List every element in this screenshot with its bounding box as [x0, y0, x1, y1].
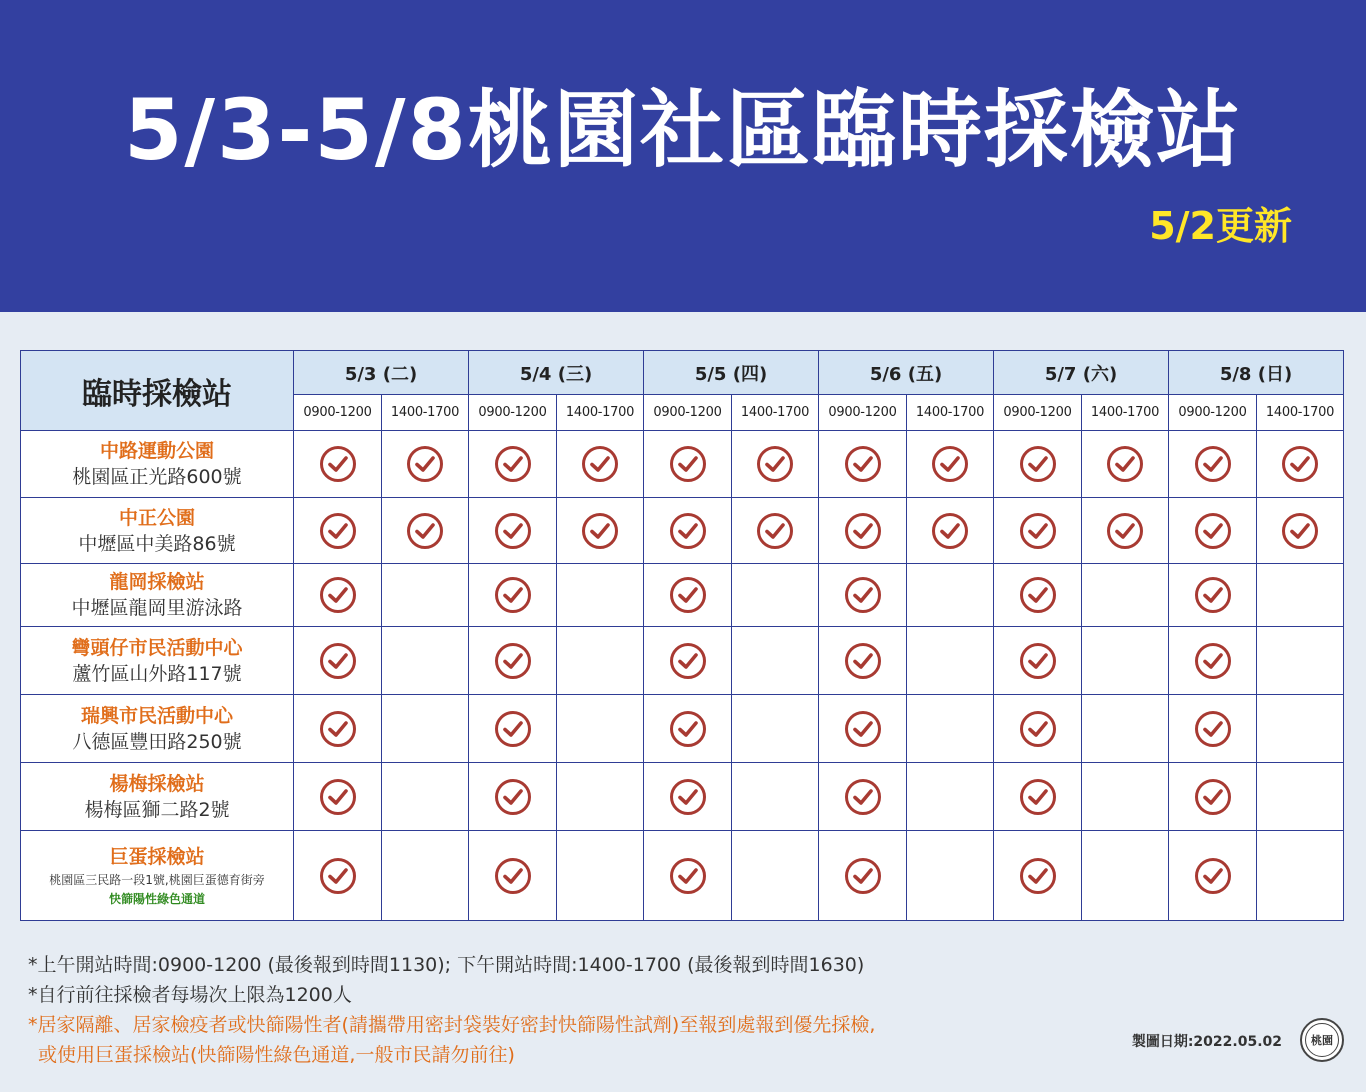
slot-cell-empty	[732, 627, 819, 695]
slot-cell-open	[819, 695, 907, 763]
station-row	[21, 695, 1344, 763]
slot-cell-open	[1257, 431, 1344, 498]
slot-cell-empty	[1257, 831, 1344, 921]
slot-cell-open	[557, 431, 644, 498]
slot-cell-empty	[732, 695, 819, 763]
day-header: 5/5 (四)	[644, 351, 819, 395]
station-column-header: 臨時採檢站	[21, 351, 294, 431]
slot-cell-open	[294, 695, 382, 763]
day-header: 5/8 (日)	[1169, 351, 1344, 395]
slot-cell-empty	[557, 695, 644, 763]
slot-cell-open	[819, 763, 907, 831]
station-name: 中路運動公園	[99, 440, 214, 462]
slot-cell-empty	[1257, 695, 1344, 763]
check-circle-icon	[319, 445, 357, 483]
check-circle-icon	[494, 857, 532, 895]
check-circle-icon	[494, 710, 532, 748]
slot-cell-empty	[557, 564, 644, 627]
slot-cell-empty	[1082, 831, 1169, 921]
slot-header-afternoon: 1400-1700	[382, 395, 469, 431]
slot-cell-open	[732, 498, 819, 564]
check-circle-icon	[1019, 778, 1057, 816]
check-circle-icon	[581, 445, 619, 483]
station-row	[21, 498, 1344, 564]
station-row	[21, 431, 1344, 498]
station-address: 楊梅區獅二路2號	[84, 798, 230, 821]
slot-cell-open	[732, 431, 819, 498]
slot-cell-empty	[732, 763, 819, 831]
station-cell	[21, 831, 294, 921]
check-circle-icon	[319, 642, 357, 680]
check-circle-icon	[669, 512, 707, 550]
slot-cell-open	[994, 627, 1082, 695]
station-address: 中壢區中美路86號	[78, 532, 236, 555]
slot-cell-open	[644, 564, 732, 627]
slot-cell-open	[819, 564, 907, 627]
station-name: 楊梅採檢站	[109, 772, 205, 795]
slot-cell-open	[644, 431, 732, 498]
note-green-channel: 或使用巨蛋採檢站(快篩陽性綠色通道,一般市民請勿前往)	[38, 1044, 515, 1066]
check-circle-icon	[1194, 512, 1232, 550]
slot-header-morning: 0900-1200	[644, 395, 732, 431]
slot-cell-empty	[382, 763, 469, 831]
station-cell	[21, 498, 294, 564]
slot-header-afternoon: 1400-1700	[732, 395, 819, 431]
station-row	[21, 763, 1344, 831]
slot-cell-open	[1169, 627, 1257, 695]
slot-header-morning: 0900-1200	[294, 395, 382, 431]
slot-cell-open	[294, 431, 382, 498]
check-circle-icon	[844, 445, 882, 483]
slot-cell-open	[994, 431, 1082, 498]
station-name: 中正公園	[118, 506, 195, 529]
station-address: 桃園區三民路一段1號,桃園巨蛋德育街旁	[49, 872, 265, 887]
day-header: 5/3 (二)	[294, 351, 469, 395]
slot-cell-open	[819, 627, 907, 695]
check-circle-icon	[406, 445, 444, 483]
slot-cell-empty	[382, 627, 469, 695]
check-circle-icon	[844, 857, 882, 895]
station-name: 彎頭仔市民活動中心	[71, 636, 243, 659]
check-circle-icon	[1194, 857, 1232, 895]
check-circle-icon	[931, 512, 969, 550]
check-circle-icon	[1106, 445, 1144, 483]
slot-cell-empty	[557, 763, 644, 831]
check-circle-icon	[1019, 642, 1057, 680]
slot-cell-open	[1169, 564, 1257, 627]
check-circle-icon	[319, 512, 357, 550]
slot-cell-open	[1082, 431, 1169, 498]
check-circle-icon	[756, 512, 794, 550]
slot-cell-open	[557, 498, 644, 564]
station-address: 蘆竹區山外路117號	[72, 662, 242, 685]
slot-cell-open	[994, 763, 1082, 831]
slot-cell-open	[644, 763, 732, 831]
slot-cell-open	[469, 831, 557, 921]
check-circle-icon	[1194, 778, 1232, 816]
slot-cell-open	[294, 831, 382, 921]
slot-header-afternoon: 1400-1700	[907, 395, 994, 431]
check-circle-icon	[494, 445, 532, 483]
check-circle-icon	[844, 710, 882, 748]
slot-cell-open	[1257, 498, 1344, 564]
check-circle-icon	[1194, 445, 1232, 483]
station-row	[21, 627, 1344, 695]
slot-cell-empty	[732, 831, 819, 921]
station-name: 龍岡採檢站	[109, 571, 205, 593]
check-circle-icon	[756, 445, 794, 483]
slot-cell-open	[644, 627, 732, 695]
check-circle-icon	[669, 710, 707, 748]
note-hours: *上午開站時間:0900-1200 (最後報到時間1130); 下午開站時間:1400-1700 (最後報到時間1630)	[28, 954, 865, 976]
slot-cell-open	[294, 498, 382, 564]
check-circle-icon	[844, 778, 882, 816]
slot-cell-open	[469, 627, 557, 695]
check-circle-icon	[844, 576, 882, 614]
check-circle-icon	[1019, 445, 1057, 483]
check-circle-icon	[669, 445, 707, 483]
note-capacity: *自行前往採檢者每場次上限為1200人	[28, 984, 352, 1006]
slot-cell-empty	[382, 564, 469, 627]
slot-cell-open	[644, 498, 732, 564]
slot-cell-open	[469, 498, 557, 564]
slot-cell-empty	[1082, 627, 1169, 695]
check-circle-icon	[319, 576, 357, 614]
check-circle-icon	[1019, 576, 1057, 614]
check-circle-icon	[931, 445, 969, 483]
logo-text: 桃園	[1311, 1034, 1333, 1047]
station-address: 桃園區正光路600號	[72, 466, 242, 488]
station-cell	[21, 763, 294, 831]
slot-cell-empty	[382, 831, 469, 921]
station-cell	[21, 695, 294, 763]
station-note: 快篩陽性綠色通道	[108, 891, 205, 906]
slot-cell-open	[469, 564, 557, 627]
slot-cell-open	[382, 498, 469, 564]
slot-cell-empty	[557, 831, 644, 921]
slot-cell-open	[1082, 498, 1169, 564]
slot-header-afternoon: 1400-1700	[1082, 395, 1169, 431]
slot-cell-open	[819, 498, 907, 564]
slot-header-morning: 0900-1200	[819, 395, 907, 431]
day-header: 5/7 (六)	[994, 351, 1169, 395]
slot-cell-open	[994, 498, 1082, 564]
slot-cell-open	[994, 831, 1082, 921]
check-circle-icon	[1194, 710, 1232, 748]
slot-cell-open	[294, 627, 382, 695]
check-circle-icon	[494, 512, 532, 550]
station-row	[21, 564, 1344, 627]
check-circle-icon	[1194, 576, 1232, 614]
station-rows	[21, 431, 1344, 921]
page-title: 5/3-5/8桃園社區臨時採檢站	[123, 81, 1242, 179]
slot-cell-open	[1169, 431, 1257, 498]
slot-cell-open	[907, 431, 994, 498]
slot-cell-open	[994, 564, 1082, 627]
check-circle-icon	[319, 778, 357, 816]
slot-cell-open	[907, 498, 994, 564]
station-address: 八德區豐田路250號	[72, 730, 242, 753]
slot-cell-open	[469, 431, 557, 498]
day-header: 5/6 (五)	[819, 351, 994, 395]
day-header-row	[21, 351, 1344, 395]
check-circle-icon	[494, 778, 532, 816]
update-badge: 5/2更新	[1149, 204, 1292, 248]
slot-cell-open	[382, 431, 469, 498]
check-circle-icon	[581, 512, 619, 550]
check-circle-icon	[669, 778, 707, 816]
slot-cell-open	[469, 695, 557, 763]
slot-header-morning: 0900-1200	[994, 395, 1082, 431]
check-circle-icon	[1019, 710, 1057, 748]
slot-cell-empty	[382, 695, 469, 763]
slot-cell-empty	[557, 627, 644, 695]
station-address: 中壢區龍岡里游泳路	[71, 597, 243, 619]
check-circle-icon	[669, 857, 707, 895]
slot-cell-empty	[907, 831, 994, 921]
taoyuan-logo	[1300, 1018, 1344, 1062]
slot-cell-empty	[907, 627, 994, 695]
slot-cell-empty	[907, 763, 994, 831]
station-cell	[21, 564, 294, 627]
slot-cell-open	[294, 763, 382, 831]
notes-section	[28, 950, 1108, 1070]
check-circle-icon	[406, 512, 444, 550]
slot-header-afternoon: 1400-1700	[557, 395, 644, 431]
check-circle-icon	[1019, 512, 1057, 550]
slot-cell-open	[644, 831, 732, 921]
check-circle-icon	[669, 642, 707, 680]
slot-cell-empty	[1082, 564, 1169, 627]
slot-cell-open	[1169, 695, 1257, 763]
check-circle-icon	[844, 642, 882, 680]
slot-cell-open	[819, 831, 907, 921]
slot-cell-open	[1169, 498, 1257, 564]
slot-cell-empty	[907, 695, 994, 763]
slot-cell-empty	[1257, 564, 1344, 627]
slot-cell-empty	[1082, 763, 1169, 831]
station-name: 瑞興市民活動中心	[80, 704, 233, 727]
check-circle-icon	[1019, 857, 1057, 895]
station-cell	[21, 627, 294, 695]
check-circle-icon	[669, 576, 707, 614]
slot-cell-open	[1169, 831, 1257, 921]
slot-header-afternoon: 1400-1700	[1257, 395, 1344, 431]
station-row	[21, 831, 1344, 921]
header-banner	[0, 0, 1366, 312]
slot-header-morning: 0900-1200	[1169, 395, 1257, 431]
day-header: 5/4 (三)	[469, 351, 644, 395]
check-circle-icon	[319, 857, 357, 895]
check-circle-icon	[1194, 642, 1232, 680]
slot-header-morning: 0900-1200	[469, 395, 557, 431]
slot-cell-open	[469, 763, 557, 831]
station-name: 巨蛋採檢站	[109, 845, 205, 868]
check-circle-icon	[319, 710, 357, 748]
check-circle-icon	[494, 576, 532, 614]
creation-date: 製圖日期:2022.05.02	[1131, 1034, 1282, 1050]
slot-cell-empty	[732, 564, 819, 627]
check-circle-icon	[494, 642, 532, 680]
note-priority: *居家隔離、居家檢疫者或快篩陽性者(請攜帶用密封袋裝好密封快篩陽性試劑)至報到處報到優先採檢,	[28, 1014, 876, 1036]
slot-cell-empty	[1257, 763, 1344, 831]
slot-cell-empty	[1082, 695, 1169, 763]
check-circle-icon	[1281, 512, 1319, 550]
logo-seal	[1305, 1023, 1339, 1057]
schedule-table	[20, 350, 1344, 921]
slot-cell-empty	[1257, 627, 1344, 695]
slot-cell-empty	[907, 564, 994, 627]
check-circle-icon	[1281, 445, 1319, 483]
slot-cell-open	[994, 695, 1082, 763]
slot-cell-open	[644, 695, 732, 763]
check-circle-icon	[1106, 512, 1144, 550]
slot-cell-open	[294, 564, 382, 627]
station-cell	[21, 431, 294, 498]
check-circle-icon	[844, 512, 882, 550]
slot-cell-open	[1169, 763, 1257, 831]
slot-cell-open	[819, 431, 907, 498]
